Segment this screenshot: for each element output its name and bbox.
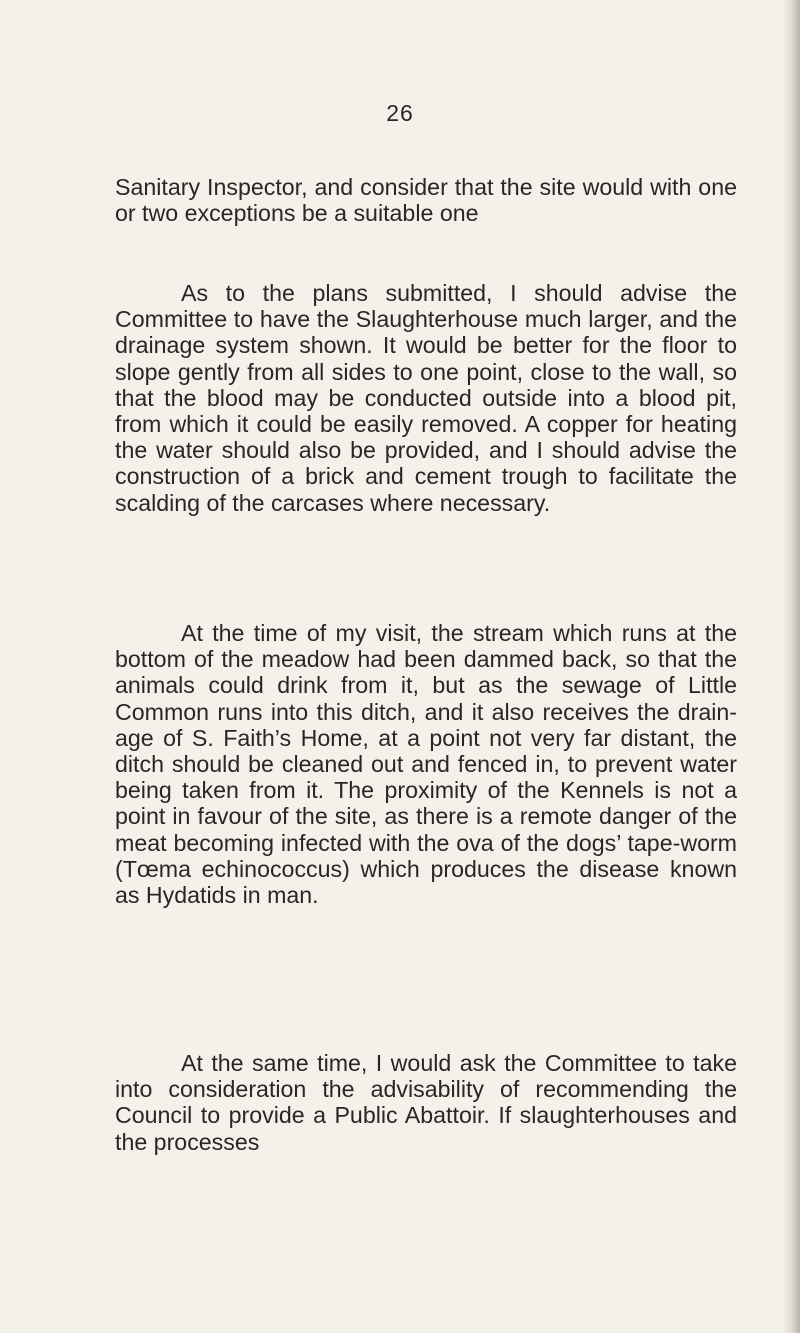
paragraph-plans bbox=[115, 280, 737, 516]
paragraph-abattoir bbox=[115, 1050, 737, 1155]
paragraph-visit bbox=[115, 620, 737, 908]
paragraph-text: As to the plans submitted, I should advise the Committee to have the Slaughterhouse much larger, and the drainage system shown. It would be better for the floor to slope gently from all sides to one point, close to the wall, so that the blood may be conducted outside into a blood pit, from which it could be easily removed. A copper for heating the water should also be provided, and I should advise the construction of a brick and cement trough to facilitate the scalding of the carcases where necessary. bbox=[115, 280, 737, 516]
paragraph-continuation bbox=[115, 174, 737, 226]
paragraph-text: At the time of my visit, the stream which runs at the bottom of the meadow had been dammed back, so that the animals could drink from it, but as the sewage of Little Common runs into this ditch, and it also receives the drain-age of S. Faith’s Home, at a point not very far distant, the ditch should be cleaned out and fenced in, to prevent water being taken from it. The proximity of the Kennels is not a point in favour of the site, as there is a remote danger of the meat becoming infected with the ova of the dogs’ tape-worm (Tœma echinococcus) which produces the disease known as Hydatids in man. bbox=[115, 620, 737, 909]
paragraph-text: At the same time, I would ask the Committee to take into consideration the advisability of recommending the Council to provide a Public Abattoir. If slaughterhouses and the processes bbox=[115, 1050, 737, 1155]
paragraph-text: Sanitary Inspector, and consider that the site would with one or two exceptions be a suitable one bbox=[115, 174, 737, 227]
page-edge-shadow bbox=[782, 0, 800, 1333]
page-number: 26 bbox=[386, 100, 414, 126]
